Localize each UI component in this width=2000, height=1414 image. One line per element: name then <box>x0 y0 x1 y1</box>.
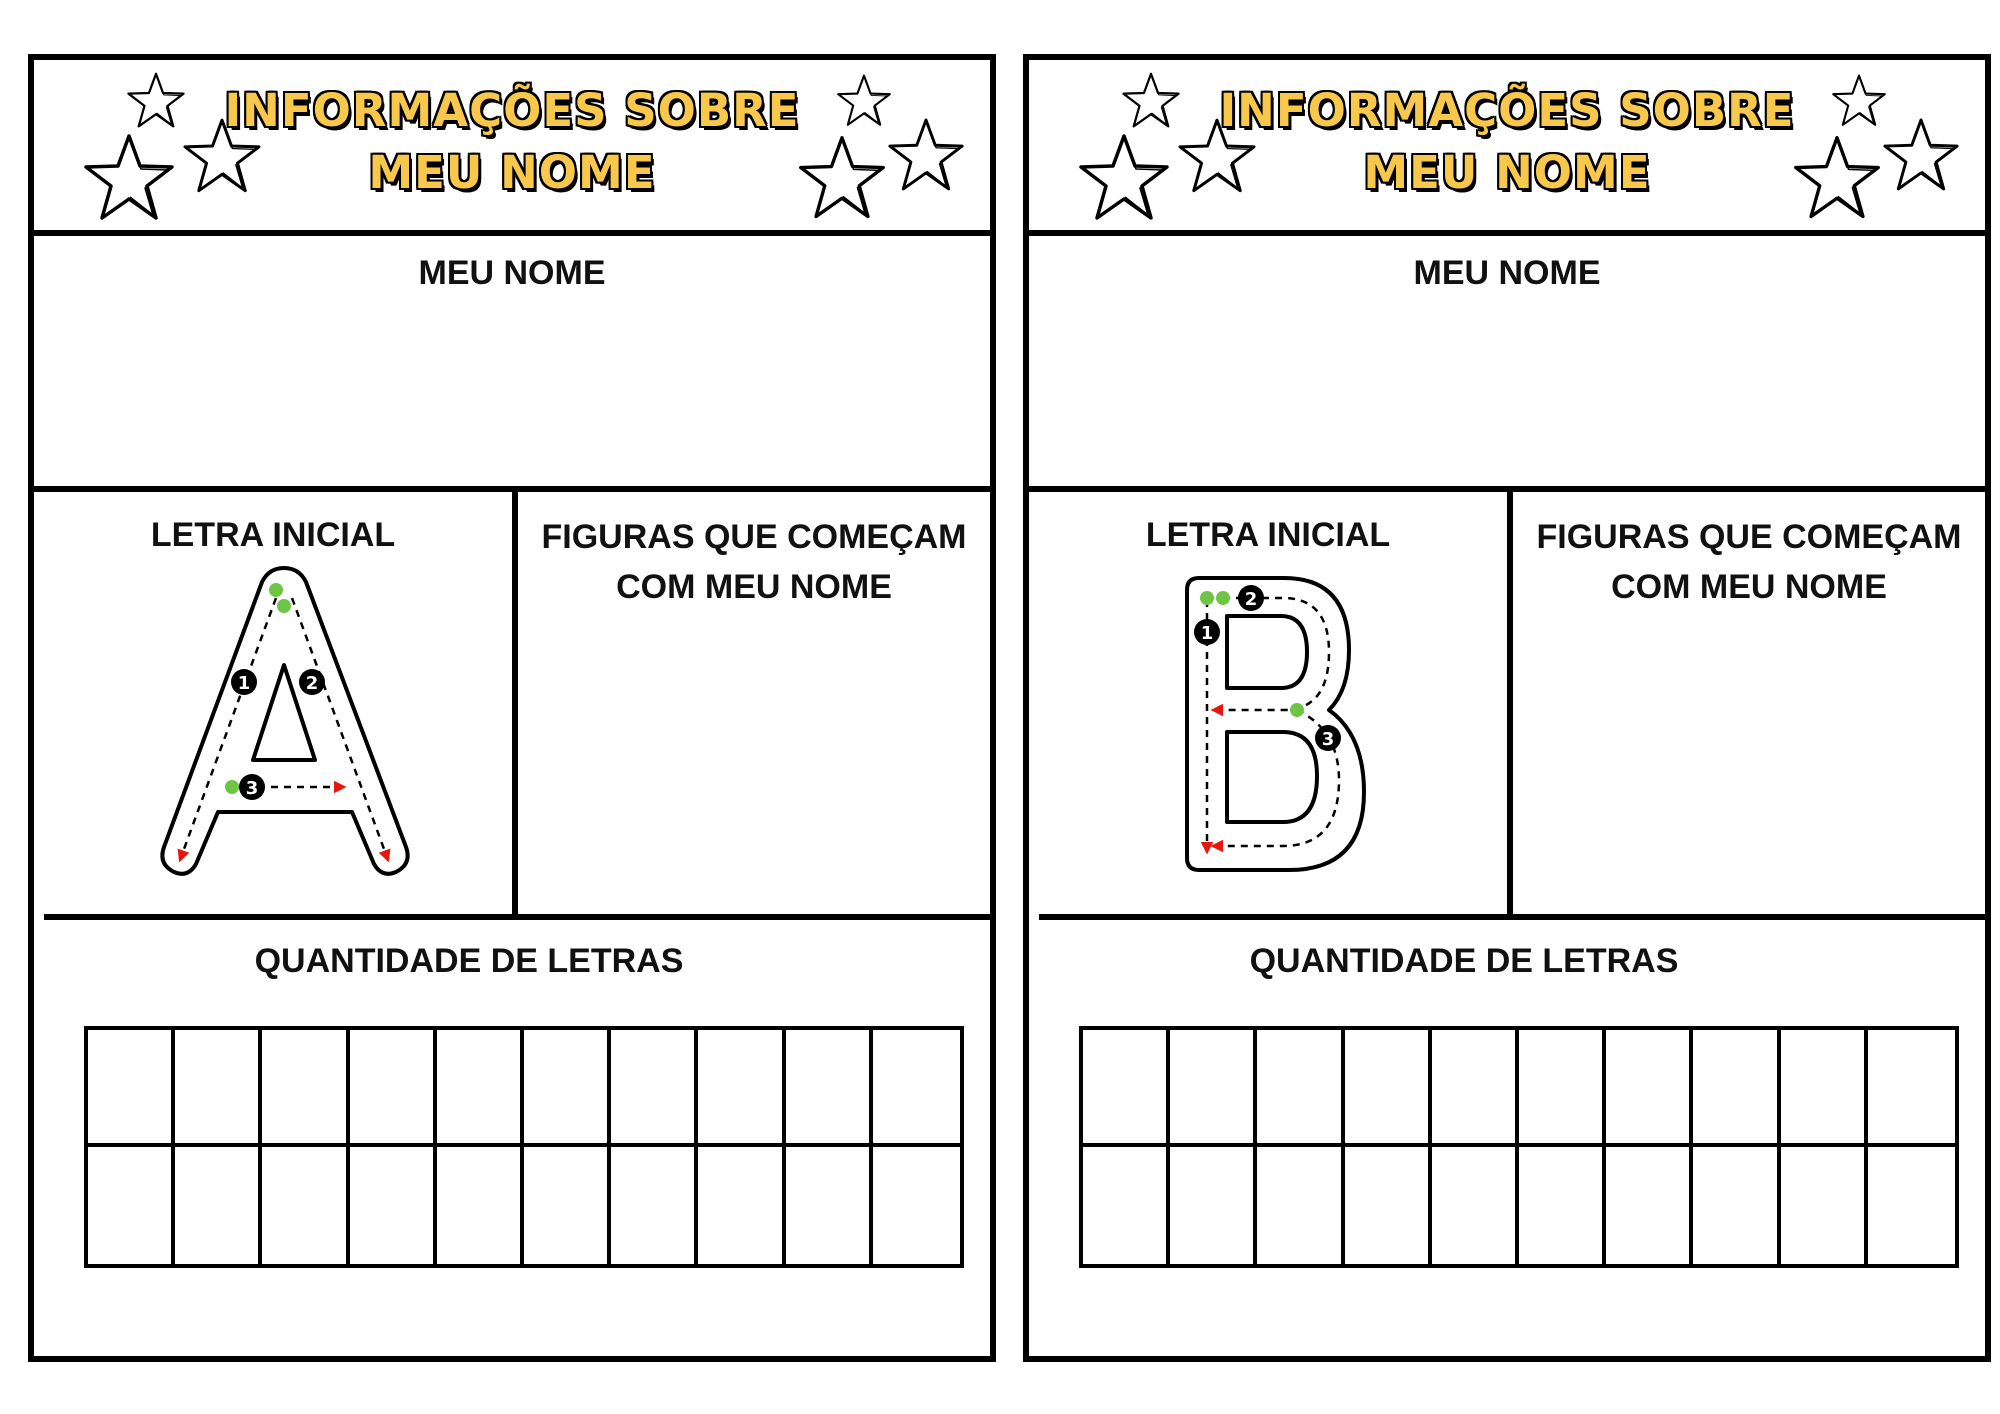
letter-box[interactable] <box>350 1030 437 1147</box>
letter-box[interactable] <box>1519 1147 1606 1264</box>
sheet-header <box>1029 60 1985 230</box>
name-label: MEU NOME <box>1413 254 1601 292</box>
letter-box[interactable] <box>437 1030 524 1147</box>
initial-letter-label: LETRA INICIAL <box>150 516 396 554</box>
letter-box[interactable] <box>698 1147 785 1264</box>
divider <box>1039 914 1985 920</box>
letter-box[interactable] <box>1083 1030 1170 1147</box>
letter-count-label: QUANTIDADE DE LETRAS <box>254 942 684 980</box>
stroke-number-2: 2 <box>1244 589 1258 610</box>
initial-letter-label: LETRA INICIAL <box>1145 516 1391 554</box>
worksheet-b <box>1023 54 1991 1362</box>
letter-box[interactable] <box>1345 1147 1432 1264</box>
stroke-number-1: 1 <box>237 673 251 694</box>
start-dot-icon <box>1200 591 1214 605</box>
name-label: MEU NOME <box>418 254 606 292</box>
letter-box[interactable] <box>1606 1030 1693 1147</box>
letter-box[interactable] <box>1432 1030 1519 1147</box>
letter-count-grid[interactable] <box>84 1026 964 1268</box>
letter-box[interactable] <box>1257 1030 1344 1147</box>
letter-box[interactable] <box>262 1030 349 1147</box>
start-dot-icon <box>225 780 239 794</box>
letter-box[interactable] <box>698 1030 785 1147</box>
divider <box>34 230 990 236</box>
letter-box[interactable] <box>1868 1030 1955 1147</box>
stroke-number-3: 3 <box>1321 729 1335 750</box>
figures-label-line2: COM MEU NOME <box>616 568 892 606</box>
letter-box[interactable] <box>873 1030 960 1147</box>
sheet-title-line1: INFORMAÇÕES SOBRE <box>224 84 800 137</box>
start-dot-icon <box>277 599 291 613</box>
letter-count-label: QUANTIDADE DE LETRAS <box>1249 942 1679 980</box>
stroke-number-2: 2 <box>305 673 319 694</box>
letter-box[interactable] <box>88 1147 175 1264</box>
letter-box[interactable] <box>611 1030 698 1147</box>
letter-box[interactable] <box>1170 1147 1257 1264</box>
letter-box[interactable] <box>873 1147 960 1264</box>
tracing-letter-a <box>124 560 444 900</box>
sheet-title-line2: MEU NOME <box>368 146 656 199</box>
letter-box[interactable] <box>611 1147 698 1264</box>
divider <box>44 914 990 920</box>
stroke-number-1: 1 <box>1200 623 1214 644</box>
start-dot-icon <box>1216 591 1230 605</box>
sheet-header <box>34 60 990 230</box>
letter-box[interactable] <box>786 1147 873 1264</box>
tracing-letter-b <box>1179 570 1409 890</box>
start-dot-icon <box>1290 703 1304 717</box>
letter-box[interactable] <box>1432 1147 1519 1264</box>
letter-box[interactable] <box>437 1147 524 1264</box>
letter-box[interactable] <box>524 1030 611 1147</box>
letter-box[interactable] <box>1345 1030 1432 1147</box>
worksheet-a <box>28 54 996 1362</box>
letter-box[interactable] <box>1519 1030 1606 1147</box>
figures-label-line1: FIGURAS QUE COMEÇAM <box>541 518 967 556</box>
figures-label-line1: FIGURAS QUE COMEÇAM <box>1536 518 1962 556</box>
figures-label-line2: COM MEU NOME <box>1611 568 1887 606</box>
letter-box[interactable] <box>1170 1030 1257 1147</box>
letter-box[interactable] <box>1868 1147 1955 1264</box>
letter-box[interactable] <box>1781 1030 1868 1147</box>
sheet-title-line2: MEU NOME <box>1363 146 1651 199</box>
letter-box[interactable] <box>1606 1147 1693 1264</box>
letter-box[interactable] <box>1781 1147 1868 1264</box>
letter-box[interactable] <box>1257 1147 1344 1264</box>
letter-box[interactable] <box>1693 1030 1780 1147</box>
sheet-title-line1: INFORMAÇÕES SOBRE <box>1219 84 1795 137</box>
letter-box[interactable] <box>350 1147 437 1264</box>
letter-box[interactable] <box>262 1147 349 1264</box>
letter-box[interactable] <box>1083 1147 1170 1264</box>
letter-box[interactable] <box>175 1030 262 1147</box>
letter-count-grid[interactable] <box>1079 1026 1959 1268</box>
letter-box[interactable] <box>786 1030 873 1147</box>
letter-box[interactable] <box>524 1147 611 1264</box>
letter-box[interactable] <box>1693 1147 1780 1264</box>
letter-box[interactable] <box>88 1030 175 1147</box>
divider <box>1029 230 1985 236</box>
start-dot-icon <box>269 583 283 597</box>
stroke-number-3: 3 <box>245 778 259 799</box>
letter-box[interactable] <box>175 1147 262 1264</box>
